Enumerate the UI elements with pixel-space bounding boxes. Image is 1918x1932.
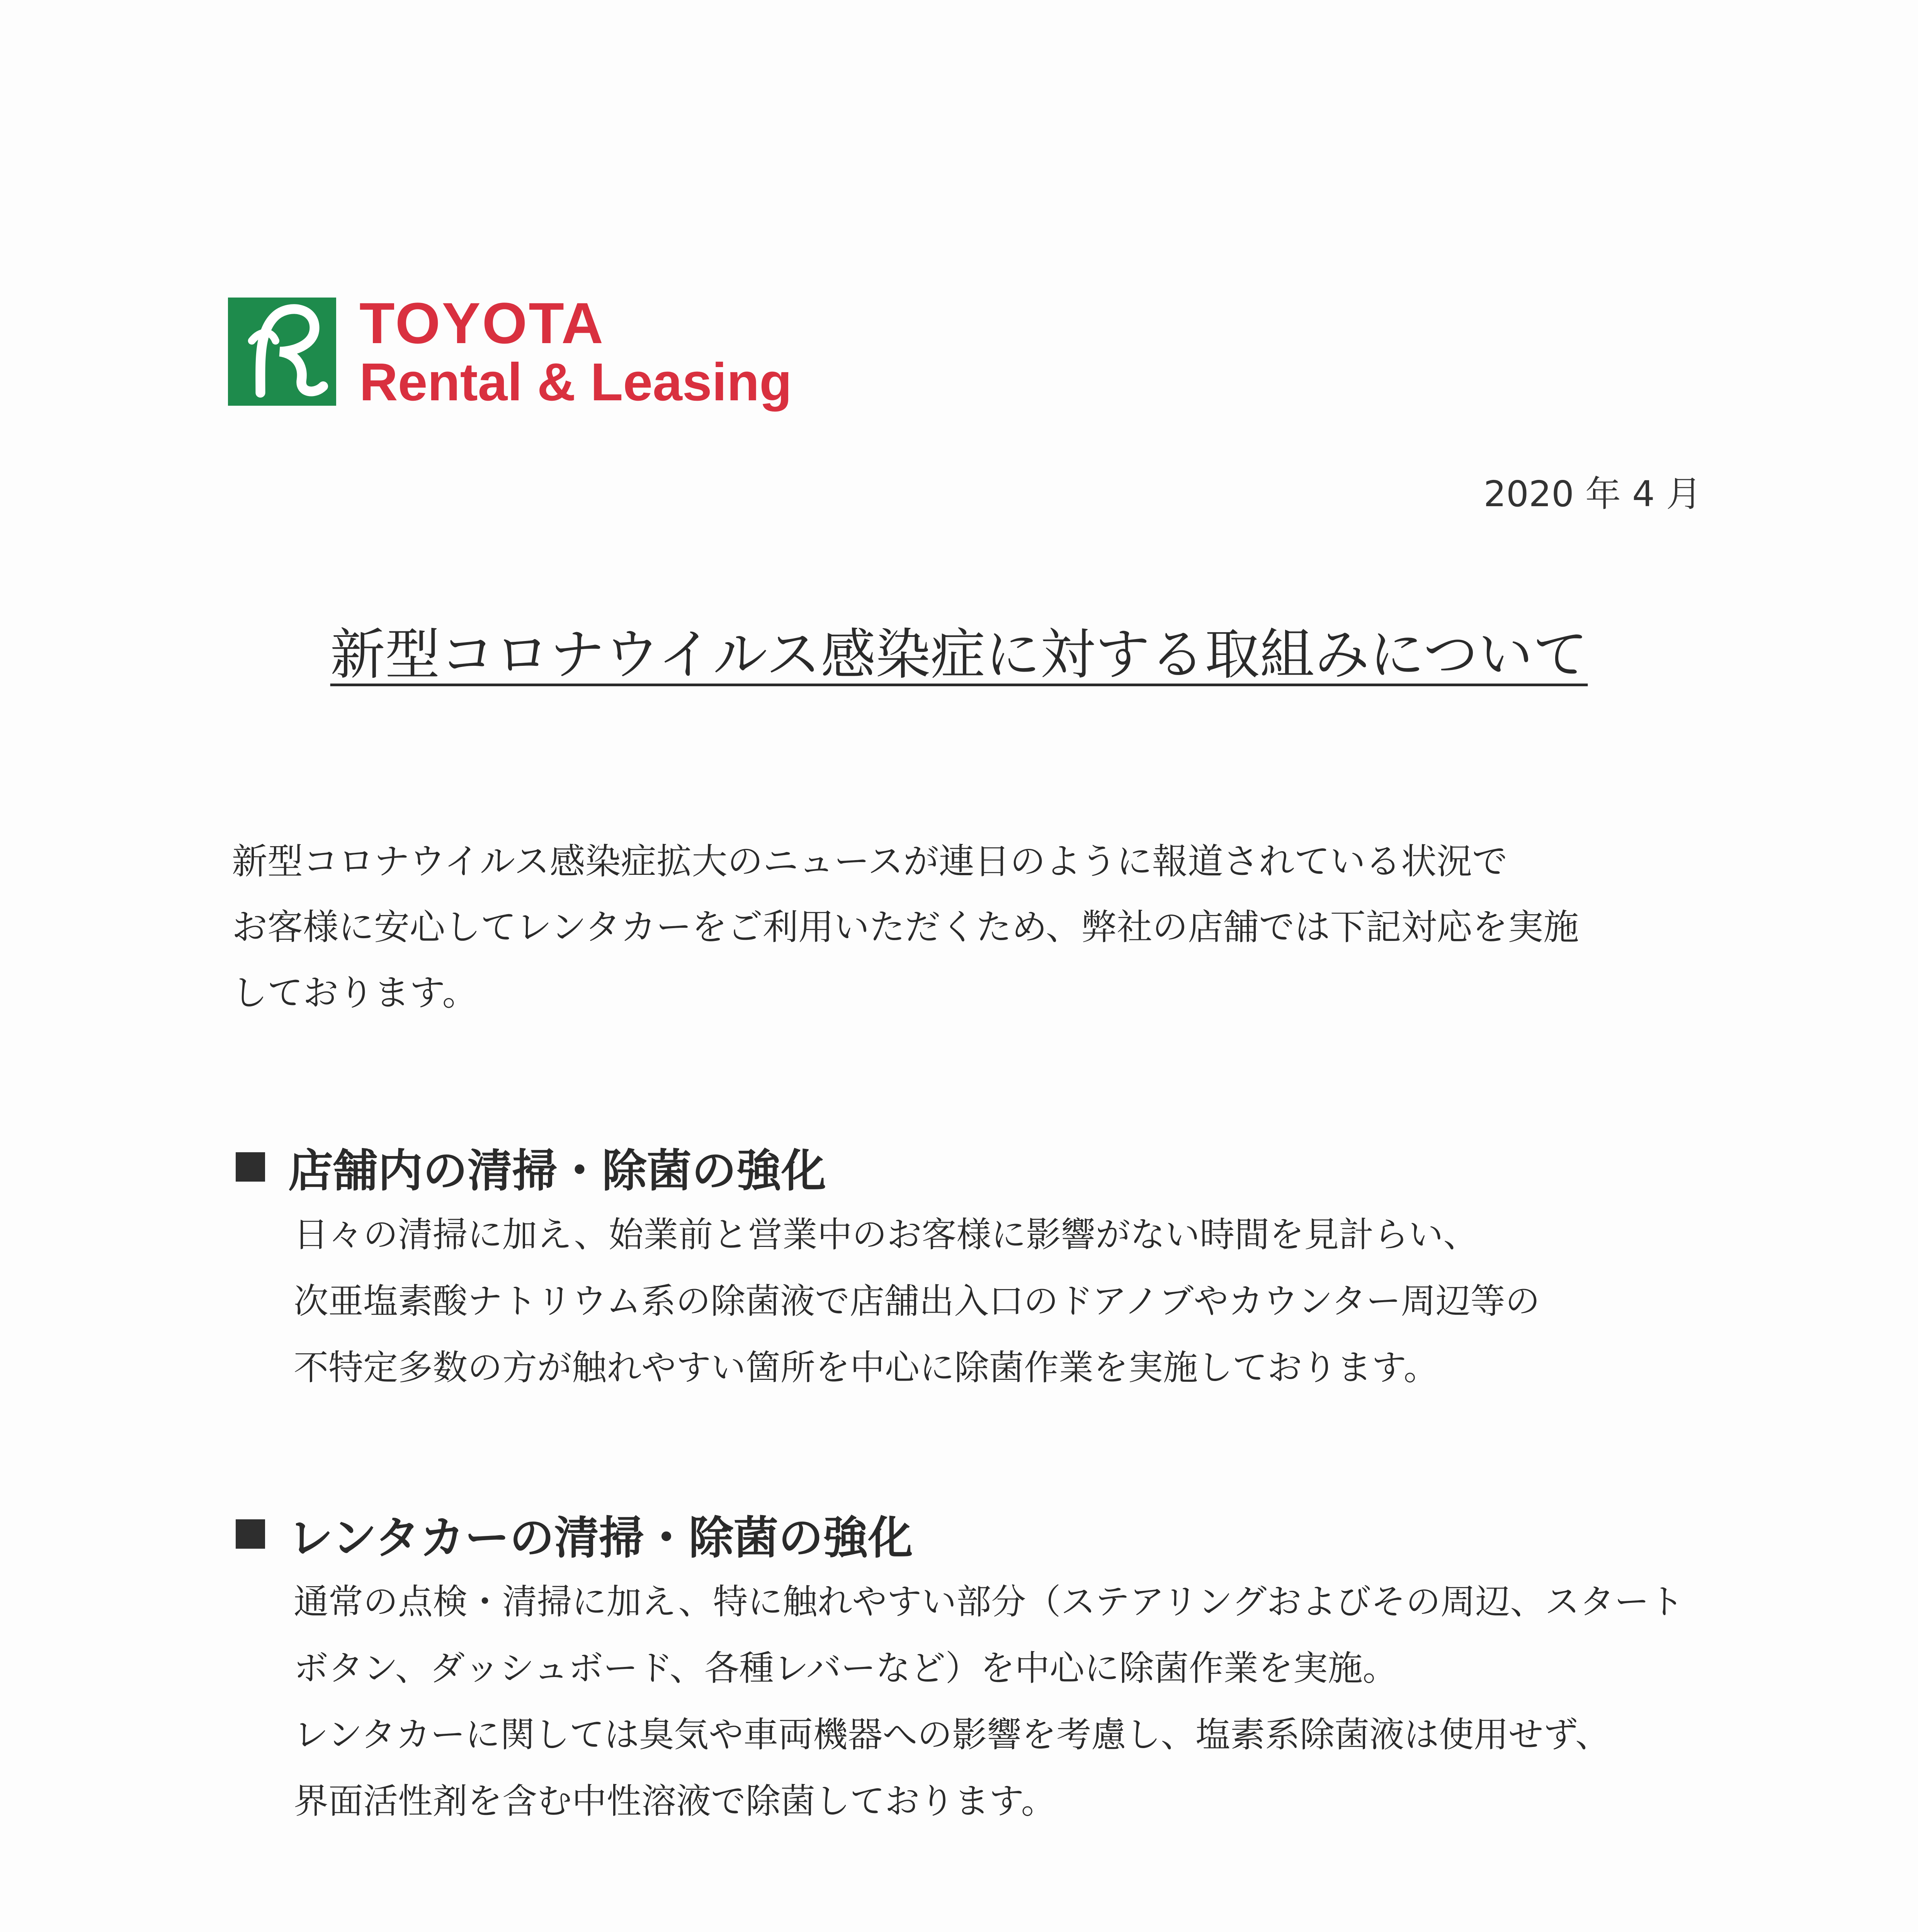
section-title xyxy=(288,1931,826,1932)
section-staff-hygiene xyxy=(236,1928,1743,1932)
section-line: ボタン、ダッシュボード、各種レバーなど）を中心に除菌作業を実施。 xyxy=(294,1648,1398,1689)
page-title-text: 新型コロナウイルス感染症に対する取組みについて xyxy=(330,623,1588,687)
intro-paragraph xyxy=(232,829,1739,1026)
document-date: 2020 年 4 月 xyxy=(1483,473,1702,515)
intro-line: 新型コロナウイルス感染症拡大のニュースが連日のように報道されている状況で xyxy=(232,841,1508,882)
section-line: 界面活性剤を含む中性溶液で除菌しております。 xyxy=(294,1781,1056,1821)
section-car-cleaning xyxy=(236,1499,1743,1835)
section-heading xyxy=(236,1132,1743,1202)
section-line: 日々の清掃に加え、始業前と営業中のお客様に影響がない時間を見計らい、 xyxy=(294,1214,1478,1255)
section-heading xyxy=(236,1928,1743,1932)
section-store-cleaning xyxy=(236,1132,1743,1401)
section-title: レンタカーの清掃・除菌の強化 xyxy=(288,1512,913,1564)
section-line: レンタカーに関しては臭気や車両機器への影響を考慮し、塩素系除菌液は使用せず、 xyxy=(294,1714,1610,1755)
brand-wordmark xyxy=(359,291,792,412)
section-line: 不特定多数の方が触れやすい箇所を中心に除菌作業を実施しております。 xyxy=(294,1347,1438,1388)
section-line: 次亜塩素酸ナトリウム系の除菌液で店舗出入口のドアノブやカウンター周辺等の xyxy=(294,1281,1540,1321)
section-line: 通常の点検・清掃に加え、特に触れやすい部分（ステアリングおよびその周辺、スタート xyxy=(294,1582,1684,1622)
toyota-rental-r-logo-icon xyxy=(228,298,336,406)
brand-line-toyota: TOYOTA xyxy=(359,291,605,355)
square-bullet-icon xyxy=(236,1519,265,1549)
intro-line: しております。 xyxy=(232,972,478,1014)
intro-line: お客様に安心してレンタカーをご利用いただくため、弊社の店舗では下記対応を実施 xyxy=(232,906,1579,948)
square-bullet-icon xyxy=(236,1152,265,1182)
section-body xyxy=(236,1569,1743,1835)
page-title xyxy=(0,611,1918,689)
section-heading xyxy=(236,1499,1743,1569)
brand-logo xyxy=(228,291,792,412)
brand-line-rental-leasing: Rental & Leasing xyxy=(359,352,792,412)
section-body xyxy=(236,1202,1743,1401)
section-title: 店舗内の清掃・除菌の強化 xyxy=(288,1145,826,1197)
